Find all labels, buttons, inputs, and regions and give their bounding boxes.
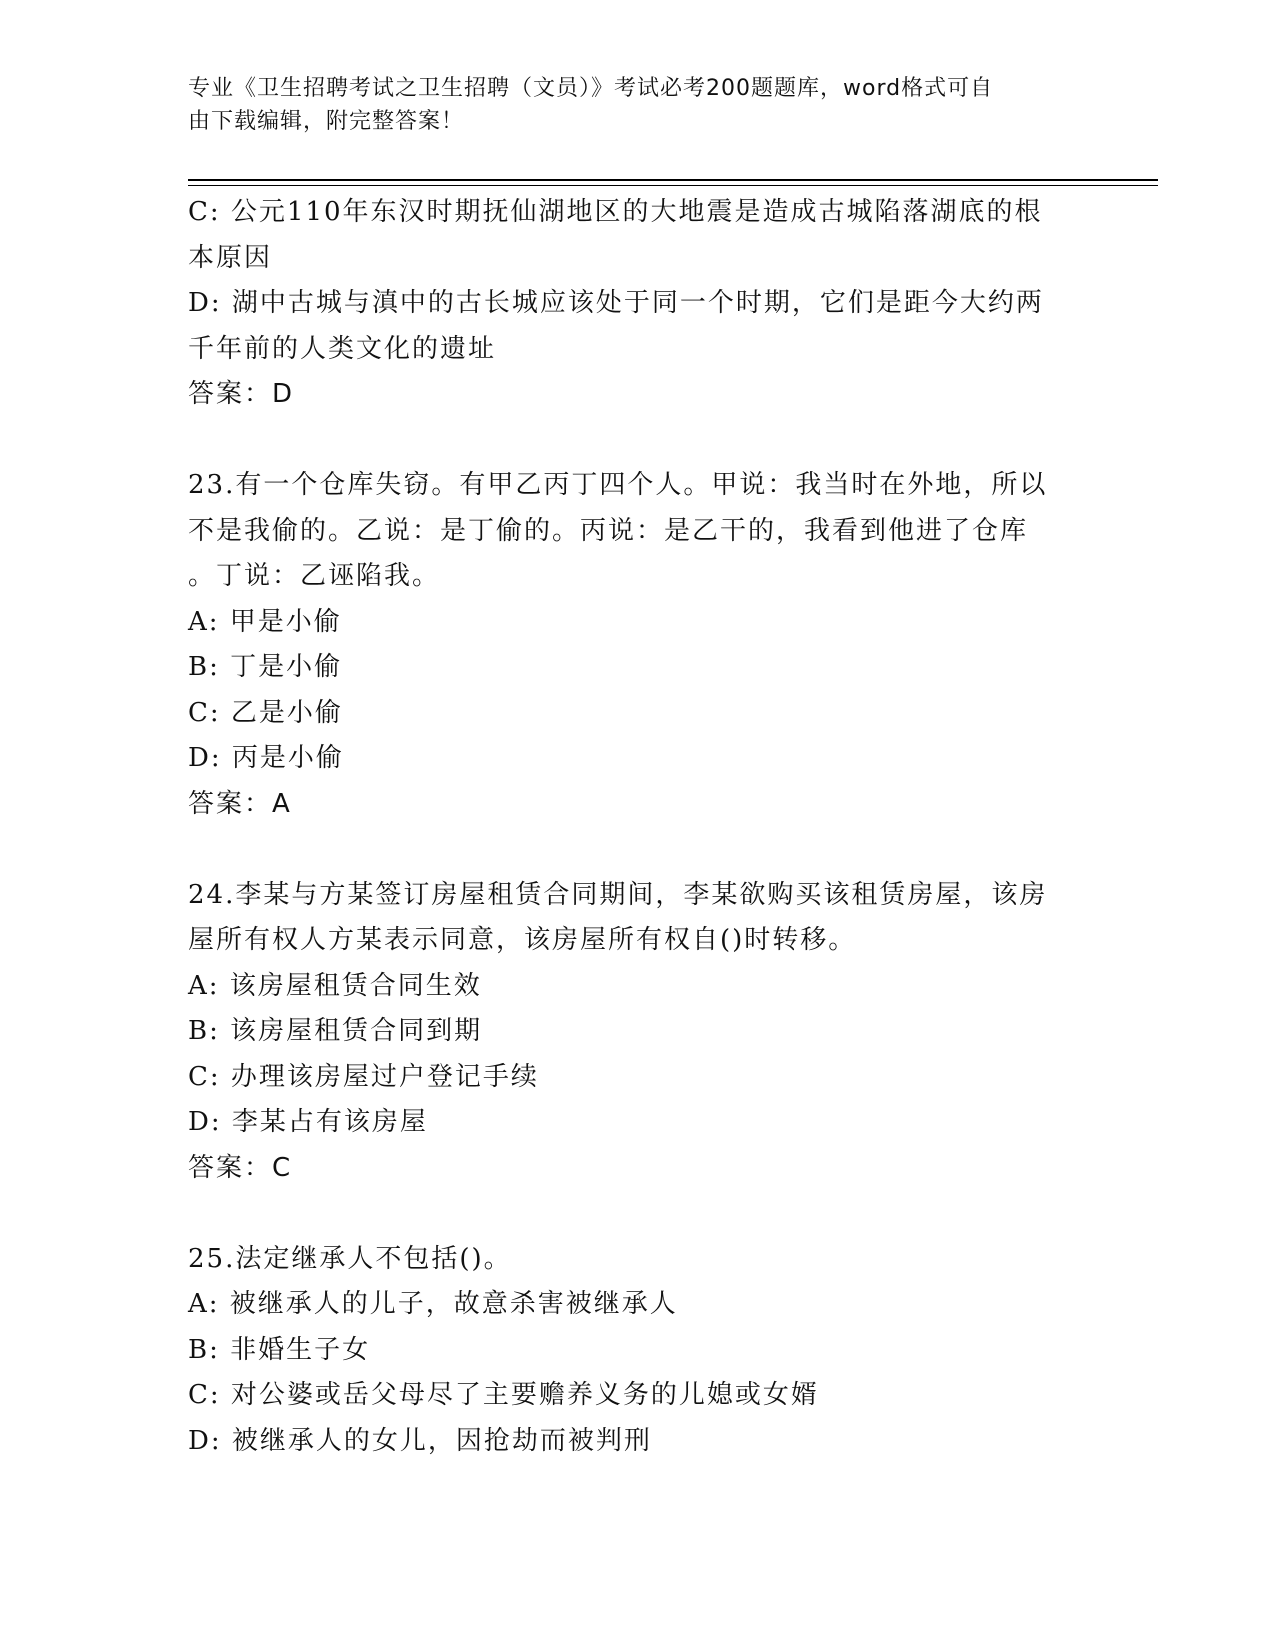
option-c: C: 办理该房屋过户登记手续: [188, 1061, 539, 1092]
option-a: A: 被继承人的儿子，故意杀害被继承人: [188, 1289, 678, 1319]
spacer: [188, 418, 1078, 464]
question-24: [188, 873, 1078, 1192]
answer-label: 答案：D: [188, 379, 295, 409]
question-23: [188, 463, 1078, 827]
option-c: C: 乙是小偷: [188, 697, 343, 728]
option-b: B: 该房屋租赁合同到期: [188, 1016, 483, 1046]
answer-label: 答案：A: [188, 788, 292, 819]
header-line: 由下载编辑，附完整答案！: [188, 109, 465, 134]
question-stem: 24.李某与方某签订房屋租赁合同期间，李某欲购买该租赁房屋，该房: [188, 879, 1048, 910]
option-a: A: 该房屋租赁合同生效: [188, 970, 482, 1001]
option-d-continued: 千年前的人类文化的遗址: [188, 333, 497, 364]
question-25: [188, 1237, 1078, 1465]
question-content: [188, 190, 1078, 1464]
option-b: B: 丁是小偷: [188, 652, 343, 682]
header-divider-thin: [188, 185, 1158, 186]
header-line: 专业《卫生招聘考试之卫生招聘（文员）》考试必考200题题库，word格式可自: [188, 76, 994, 101]
question-stem: 25.法定继承人不包括()。: [188, 1243, 512, 1274]
option-c: C: 公元110年东汉时期抚仙湖地区的大地震是造成古城陷落湖底的根: [188, 197, 1043, 227]
question-stem-continued: 。丁说：乙诬陷我。: [188, 561, 441, 591]
question-stem: 23.有一个仓库失窃。有甲乙丙丁四个人。甲说：我当时在外地，所以: [188, 470, 1048, 500]
spacer: [188, 1191, 1078, 1237]
option-d: D: 丙是小偷: [188, 743, 344, 773]
option-d: D: 被继承人的女儿，因抢劫而被判刑: [188, 1425, 652, 1456]
option-d: D: 湖中古城与滇中的古长城应该处于同一个时期，它们是距今大约两: [188, 288, 1044, 318]
spacer: [188, 827, 1078, 873]
question-stem-continued: 屋所有权人方某表示同意，该房屋所有权自()时转移。: [188, 925, 857, 955]
option-c-continued: 本原因: [188, 242, 273, 273]
prev-question-block: [188, 190, 1078, 418]
question-stem-continued: 不是我偷的。乙说：是丁偷的。丙说：是乙干的，我看到他进了仓库: [188, 515, 1029, 546]
option-d: D: 李某占有该房屋: [188, 1107, 428, 1137]
option-c: C: 对公婆或岳父母尽了主要赡养义务的儿媳或女婿: [188, 1380, 819, 1410]
header-divider-thick: [188, 179, 1158, 181]
option-b: B: 非婚生子女: [188, 1334, 371, 1365]
option-a: A: 甲是小偷: [188, 606, 342, 637]
answer-label: 答案：C: [188, 1152, 293, 1183]
document-header: [188, 72, 1068, 138]
